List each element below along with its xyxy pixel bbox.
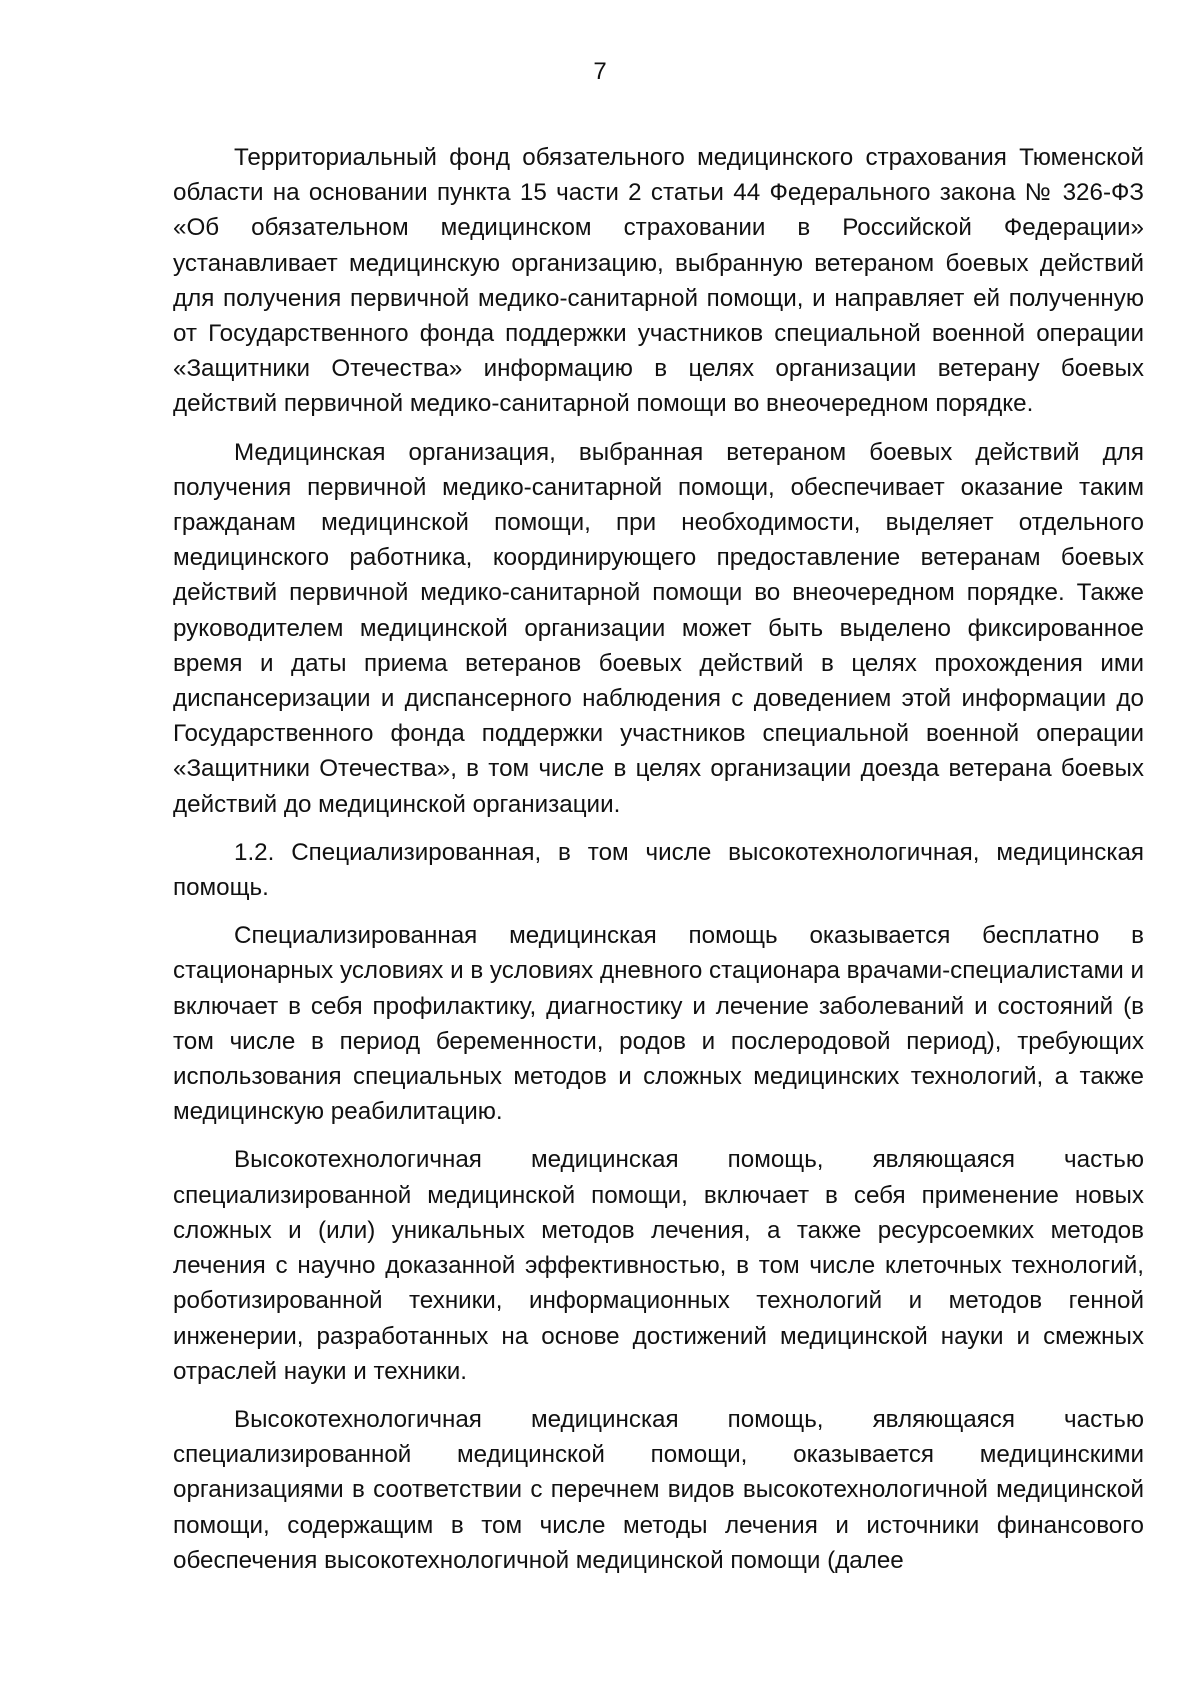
page-number: 7 (593, 58, 607, 85)
paragraph-high-tech-care-provision: Высокотехнологичная медицинская помощь, являющаяся частью специализированной медицинской помощи, оказывается медицинскими организациями в соответствии с перечнем видов высокотехнологичной медицинской помощи, содержащим в том числе методы лечения и источники финансового обеспечения высокотехнологичной медицинской помощи (далее (173, 1405, 1144, 1574)
paragraph-medical-organization: Медицинская организация, выбранная ветераном боевых действий для получения первичной медико-санитарной помощи, обеспечивает оказание таким гражданам медицинской помощи, при необходимости, выделяет отдельного медицинского работника, координирующего предоставление ветеранам боевых действий первичной медико-санитарной помощи во внеочередном порядке. Также руководителем медицинской организации может быть выделено фиксированное время и даты приема ветеранов боевых действий в целях прохождения ими диспансеризации и диспансерного наблюдения с доведением этой информации до Государственного фонда поддержки участников специальной военной операции «Защитники Отечества», в том числе в целях организации доезда ветерана боевых действий до медицинской организации. (173, 438, 1144, 818)
section-heading-1-2: 1.2. Специализированная, в том числе высокотехнологичная, медицинская помощь. (173, 838, 1144, 902)
paragraph-specialized-care: Специализированная медицинская помощь оказывается бесплатно в стационарных условиях и в условиях дневного стационара врачами-специалистами и включает в себя профилактику, диагностику и лечение заболеваний и состояний (в том числе в период беременности, родов и послеродовой период), требующих использования специальных методов и сложных медицинских технологий, а также медицинскую реабилитацию. (173, 922, 1144, 1126)
paragraph-territorial-fund: Территориальный фонд обязательного медицинского страхования Тюменской области на основании пункта 15 части 2 статьи 44 Федерального закона № 326-ФЗ «Об обязательном медицинском страховании в Российской Федерации» устанавливает медицинскую организацию, выбранную ветераном боевых действий для получения первичной медико-санитарной помощи, и направляет ей полученную от Государственного фонда поддержки участников специальной военной операции «Защитники Отечества» информацию в целях организации ветерану боевых действий первичной медико-санитарной помощи во внеочередном порядке. (173, 144, 1144, 418)
paragraph-high-tech-care-definition: Высокотехнологичная медицинская помощь, являющаяся частью специализированной медицинской помощи, включает в себя применение новых сложных и (или) уникальных методов лечения, а также ресурсоемких методов лечения с научно доказанной эффективностью, в том числе клеточных технологий, роботизированной техники, информационных технологий и методов генной инженерии, разработанных на основе достижений медицинской науки и смежных отраслей науки и техники. (173, 1146, 1144, 1385)
document-body (173, 140, 1144, 1591)
